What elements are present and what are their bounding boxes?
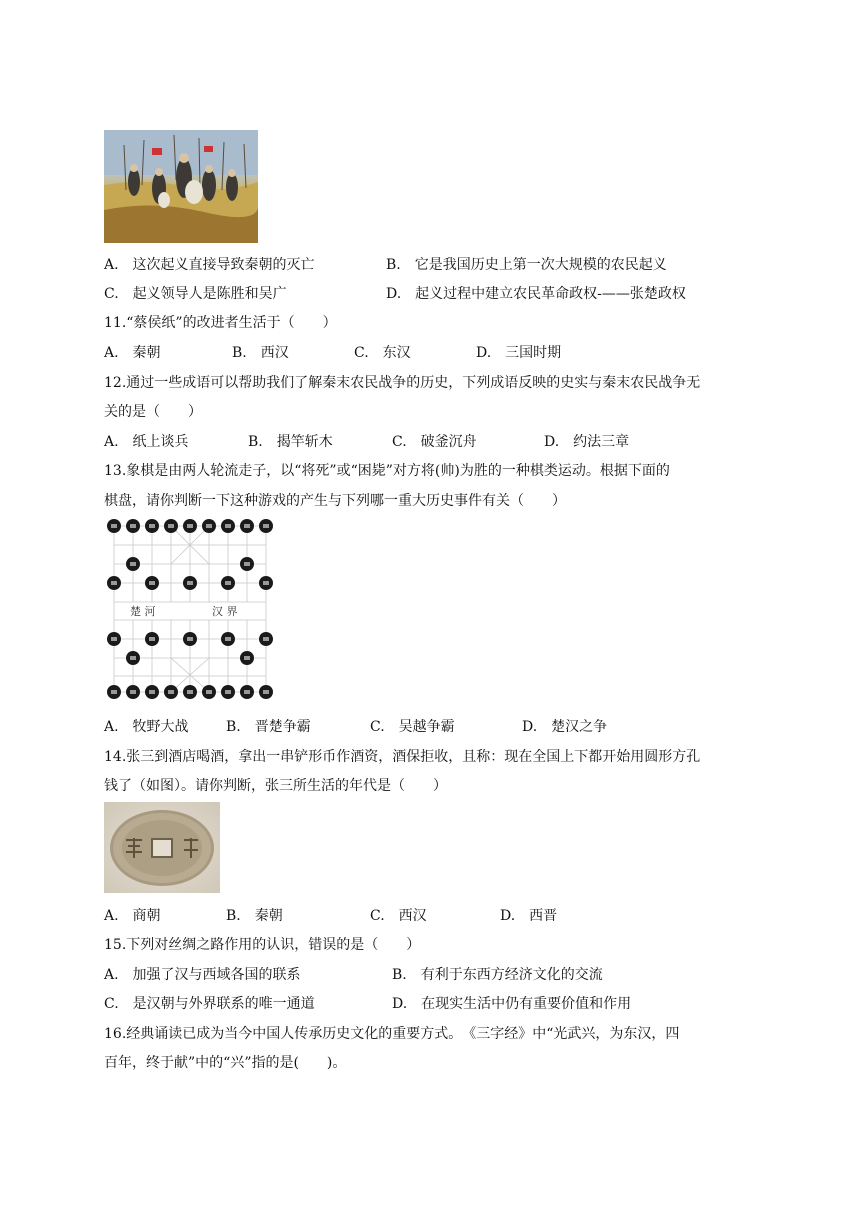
option-d: D. 约法三章: [544, 434, 630, 450]
option-a: A. 这次起义直接导致秦朝的灭亡: [104, 257, 315, 273]
option-a: A. 秦朝: [104, 345, 161, 361]
option-b: B. 西汉: [232, 345, 289, 361]
question-13-stem-line1: 13.象棋是由两人轮流走子，以“将死”或“困毙”对方将(帅)为胜的一种棋类运动。根据下面的: [104, 463, 670, 479]
board-river-right: 汉 界: [212, 605, 238, 618]
option-b: B. 秦朝: [226, 908, 283, 924]
option-a: A. 纸上谈兵: [104, 434, 189, 450]
option-a: A. 商朝: [104, 908, 161, 924]
question-16-stem-line1: 16.经典诵读已成为当今中国人传承历史文化的重要方式。 《三字经》中“光武兴，为东汉，四: [104, 1026, 680, 1042]
option-c: C. 东汉: [354, 345, 411, 361]
square-hole-coin-image: [104, 802, 220, 893]
board-river-left: 楚 河: [130, 605, 156, 618]
option-b: B. 有利于东西方经济文化的交流: [392, 967, 603, 983]
question-12-stem-line1: 12.通过一些成语可以帮助我们了解秦末农民战争的历史，下列成语反映的史实与秦末农民战争无: [104, 375, 701, 391]
question-15-stem: 15.下列对丝绸之路作用的认识，错误的是（ ）: [104, 937, 421, 953]
option-c: C. 西汉: [370, 908, 427, 924]
question-12-stem-line2: 关的是（ ）: [104, 404, 202, 420]
option-d: D. 起义过程中建立农民革命政权-——张楚政权: [386, 286, 686, 302]
option-c: C. 是汉朝与外界联系的唯一通道: [104, 996, 315, 1012]
question-14-stem-line1: 14.张三到酒店喝酒，拿出一串铲形币作酒资，酒保拒收，且称：现在全国上下都开始用圆形方孔: [104, 749, 701, 765]
option-b: B. 揭竿斩木: [248, 434, 333, 450]
question-11-stem: 11.“蔡侯纸”的改进者生活于（ ）: [104, 315, 337, 331]
question-16-stem-line2: 百年，终于献”中的“兴”指的是( )。: [104, 1055, 347, 1071]
option-c: C. 吴越争霸: [370, 719, 455, 735]
option-d: D. 西晋: [500, 908, 558, 924]
option-d: D. 三国时期: [476, 345, 562, 361]
option-d: D. 在现实生活中仍有重要价值和作用: [392, 996, 632, 1012]
option-a: A. 加强了汉与西域各国的联系: [104, 967, 301, 983]
chinese-chess-board: [104, 516, 276, 702]
question-14-stem-line2: 钱了（如图）。请你判断，张三所生活的年代是（ ）: [104, 778, 447, 794]
uprising-painting: [104, 130, 258, 243]
option-d: D. 楚汉之争: [522, 719, 608, 735]
option-c: C. 起义领导人是陈胜和吴广: [104, 286, 287, 302]
option-c: C. 破釜沉舟: [392, 434, 477, 450]
option-b: B. 它是我国历史上第一次大规模的农民起义: [386, 257, 667, 273]
option-b: B. 晋楚争霸: [226, 719, 311, 735]
option-a: A. 牧野大战: [104, 719, 189, 735]
question-13-stem-line2: 棋盘，请你判断一下这种游戏的产生与下列哪一重大历史事件有关（ ）: [104, 493, 566, 509]
